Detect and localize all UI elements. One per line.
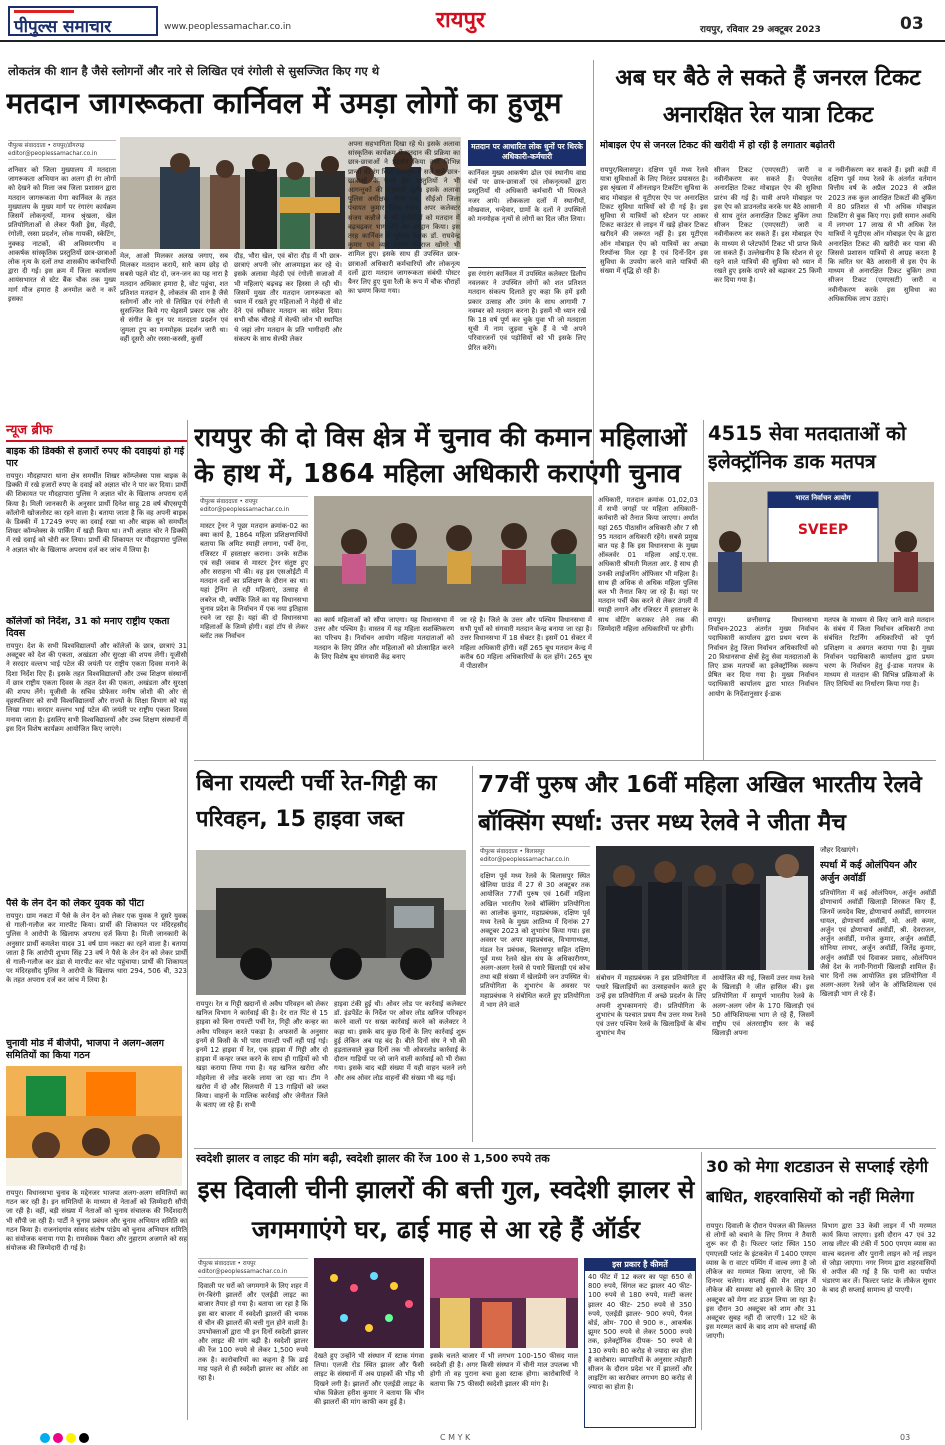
- brief-item3-title: पैसे के लेन देन को लेकर युवक को पीटा: [6, 898, 144, 909]
- boxing-photo-art: [596, 846, 814, 970]
- cmyk-y-swatch: [66, 1433, 76, 1443]
- masthead: [0, 0, 945, 42]
- news-brief-title: न्यूज ब्रीफ: [6, 420, 187, 442]
- diwali-byline-block: [198, 1258, 308, 1278]
- masthead-logo: [8, 6, 158, 36]
- women-byline-block: [200, 496, 308, 516]
- bjp-rally-photo-art: [6, 1066, 182, 1186]
- rail-subhead: मोबाइल ऐप से जनरल टिकट की खरीदी में हो रही है लगातार बढ़ोतरी: [600, 140, 835, 151]
- masthead-dateline: रायपुर, रविवार 29 अक्टूबर 2023: [700, 25, 821, 35]
- carnival-box-text: कार्निवल मुख्य आकर्षण ढोल एवं स्थानीय वाद्य यंत्रों पर छात्र-छात्राओं एवं लोकनृत्यकों द्वारा प्रस्तुतियाँ थी अधिकारी कर्मचारी भी थिरकते नजर आये। लोककला दलों में स्थानीयों, मोखवाल, धन्देवार, ग्रामों के दलों ने उपस्थितों को मनमोहक नृत्यों से लोगों का दिल जीत लिया।: [468, 169, 586, 224]
- women-email[interactable]: editor@peoplessamachar.co.in: [200, 507, 290, 513]
- diwali-headline: इस दिवाली चीनी झालरों की बत्ती गुल, स्वदेशी झालर से जगमगाएंगे घर, ढाई माह से आ रहे हैं ऑर्डर: [197, 1175, 695, 1244]
- postal-banner-text: भारत निर्वाचन आयोग: [795, 494, 851, 502]
- brief-item3-text: रायपुर। ग्राम नकटा में पैसे के लेन देन को लेकर एक युवक ने दूसरे युवक से गाली-गलौज कर मारपीट किया। प्रार्थी की शिकायत पर मंदिरहसौद पुलिस ने आरोपी के खिलाफ अपराध दर्ज किया है। मिली जानकारी के अनुसार प्रार्थी कमलेश यादव 31 वर्ष ग्राम नकटा का रहने वाला है। बताया जाता है कि आरोपी शुभम सिंह 23 वर्ष ने पैसे के लेन देन को लेकर प्रार्थी से गाली-गलौज कर डंडा से मारपीट कर चोट पहुंचाया। प्रार्थी की शिकायत पर मंदिरहसौद पुलिस ने आरोपी के खिलाफ धारा 294, 506 बी, 323 के तहत अपराध दर्ज कर जांच में लिया है।: [6, 912, 187, 985]
- women-byline: पीपुल्स संवाददाता • रायपुर: [200, 499, 258, 505]
- carnival-kicker: लोकतंत्र की शान है जैसे स्लोगनों और नारे से लिखित एवं रंगोली से सुसज्जित किए गए थे: [8, 64, 380, 78]
- women-text-col4: अधिकारी, मतदान क्रमांक 01,02,03 में सभी जगहों पर महिला अधिकारी-कर्मचारी को तैनात किया जाएगा। अर्थात यहां 265 पीठासीन अधिकारी और 7 सौ 95 मतदान अधिकारी रहेंगे। सबसे प्रमुख बात यह है कि इस विधानसभा के मुख्य ऑब्जर्वर 01 महिला आई.ए.एस. अधिकारी श्रीमती मिलता आर. है साथ ही उनकी लाईजनिंग ऑफिसर भी महिला है। साथ ही अधिक से अधिक महिला पुलिस बल भी तैनात किए जा रहे हैं। यहां पर मतदान पर्ची चेक करने से लेकर उंगली में स्याही लगाने और रजिस्टर में हस्ताक्षर के साथ वोटिंग कराकर लेने तक की जिम्मेदारी महिला अधिकारियों पर होगी।: [598, 496, 698, 633]
- sand-text-col2: हाइवा टंकी हुई थी। ओवर लोड पर कार्रवाई कलेक्टर डॉ. इंडपेंडेंट के निर्देश पर ओवर लोड खनिज परिवहन करने वालों पर सख्त कार्रवाई करने को कलेक्टर ने कहा था। इसके बाद कुछ दिनों के लिए कार्रवाई शुरू हुई लेकिन अब यह बंद है। बीते दिनों संघ ने भी की हड़तालवाले कुछ दिनों तक भी ओवरलोड कार्रवाई के दौरान गाड़ियों पर जो जाने वाली कार्रवाई को भी रोका गया। इसके बाद बड़ी संख्या में यही वाहन चलने लगे और अब ओवर लोड वाहनों की संख्या भी बढ़ गई।: [334, 1000, 466, 1082]
- cmyk-k-swatch: [79, 1433, 89, 1443]
- cmyk-c-swatch: [40, 1433, 50, 1443]
- diwali-shop-photo-art: [430, 1258, 578, 1348]
- carnival-box-title: मतदान पर आधारित लोक धुनों पर थिरके अधिकारी-कर्मचारी: [468, 140, 586, 166]
- women-officers-headline: रायपुर की दो विस क्षेत्र में चुनाव की कमान महिलाओं के हाथ में, 1864 महिला अधिकारी कराएंगी चुनाव: [194, 423, 687, 489]
- diwali-box-title: इस प्रकार है कीमतें: [585, 1259, 695, 1271]
- shutdown-text-col1: रायपुर। दिवाली के दौरान पेयजल की किल्लत से लोगों को बचाने के लिए निगम ने तैयारी शुरू कर दी है। फिल्टर प्लांट स्थित 150 एमएलडी प्लांट के इंटकवेल में 1400 एमएम व्यास के रा वाटर पम्पिंग में वाल्व लगा है जो लीकेज का मरम्मत किया जाएगा, जो कि दिनभर चलेगा। सप्लाई की मेन लाइन में लीकेज की समस्या को सुधारने के लिए 30 अक्टूबर को मेगा शट डाउन लिया जा रहा है। इस दौरान 30 अक्टूबर को शाम और 31 अक्टूबर सुबह नहीं दी जाएगी। 12 घंटे के इस मरम्मत कार्य के बाद शाम को सप्लाई की जाएगी।: [706, 1222, 816, 1341]
- shutdown-headline: 30 को मेगा शटडाउन से सप्लाई रहेगी बाधित, शहरवासियों को नहीं मिलेगा: [706, 1157, 929, 1206]
- brief-item2-text: रायपुर। देश के सभी विश्वविद्यालयों और कॉलेजों के छात्र, छात्राएं 31 अक्टूबर को देश की एकता, अखंडता और सुरक्षा की शपथ लेंगी। यूजीसी ने सरदार वल्लभ भाई पटेल की जयंती पर राष्ट्रीय एकता दिवस मनाने के दिशा निर्देश दिए हैं। इसके तहत विश्वविद्यालयों और उच्च शिक्षण संस्थानों में छात्र राष्ट्रीय एकता दिवस के तहत देश की एकता, अखंडता और सुरक्षा की शपथ लेंगे। यूजीसी के सचिव प्रोफेसर मनीष जोशी की ओर से वृहस्पतिवार को सभी विश्वविद्यालयों और राज्यों के शिक्षा विभाग को यह लिखा गया। सरदार वल्लभ भाई पटेल की जयंती पर राष्ट्रीय एकता दिवस मनाया जाता है। इसलिए सभी विश्वविद्यालयों और उच्च शिक्षण संस्थानों में इस दिन विशेष कार्यक्रम आयोजित किए जाएंगे।: [6, 642, 187, 733]
- sand-truck-photo-art: [196, 850, 466, 995]
- rail-text-col3: व नवीनीकरण कर सकते हैं। इसी कड़ी में दक्षिण पूर्व मध्य रेलवे के अंतर्गत वर्तमान वित्तीय वर्ष के अप्रैल 2023 से अप्रैल 2023 तक कुल आरक्षित टिकटों की बुकिंग में 80 प्रतिशत से भी अधिक मोबाइल टिकटिंग से बुक किए गए। इसी समान अवधि में लगभग 17 लाख से भी अधिक रेल यात्रियों ने यूटीएस ऑन मोबाइल ऐप के द्वारा अनारक्षित टिकट की खरीदी कर यात्रा की जिससे प्रशासन यात्रियों से आग्रह करता है कि त्वरित घर बैठे आसानी से इस ऐप के माध्यम से अनारक्षित टिकट बुकिंग तथा सीजन टिकट (एमएसटी) जारी व नवीनीकरण करके इस सुविधा का अधिकाधिक लाभ उठाएं।: [828, 166, 936, 303]
- boxing-side-column: [820, 846, 936, 1140]
- rail-text-col1: रायपुर/बिलासपुर। दक्षिण पूर्व मध्य रेलवे यात्रा सुविधाओं के लिए निरंतर प्रयासरत है। इस श्रृंखला में ऑनलाइन टिकटिंग सुविधा के बाद मोबाइल से यूटीएस ऐप पर अनारक्षित टिकट सुविधा यात्रियों को दी गई है। इस सुविधा से यात्रियों को स्टेशन पर आकर टिकट काउंटर से लाइन में खड़े होकर टिकट खरीदने की जरूरत नहीं है। इस यूटीएस ऑन मोबाइल ऐप को यात्रियों का अच्छा रिस्पॉन्स मिल रहा है एवं दिनों-दिन इस सुविधा के उपयोग करने वाले यात्रियों की संख्या में वृद्धि हो रही है।: [600, 166, 708, 276]
- masthead-city: रायपुर: [436, 8, 485, 33]
- boxing-side-lead: जौहर दिखाएंगे।: [820, 846, 859, 854]
- carnival-headline: मतदान जागरूकता कार्निवल में उमड़ा लोगों का हुजूम: [6, 86, 562, 120]
- diwali-text-col3: इसके चलते बाजार में भी लगभग 100-150 फीसद माल स्वदेशी ही है। अगर किसी संस्थान में चीनी माल उपलब्ध भी होगी तो वह पुराना बचा हुआ स्टाक होगा। कारोबारियों ने बताया कि 75 फीसदी स्वदेशी झालर की मांग है।: [430, 1352, 578, 1388]
- postal-text-col1: रायपुर। छत्तीसगढ़ विधानसभा निर्वाचन-2023 अंतर्गत मुख्य निर्वाचन पदाधिकारी कार्यालय द्वारा प्रथम चरण के निर्वाचन हेतु जिला निर्वाचन अधिकारियों को 20 विधानसभा क्षेत्रों हेतु सेवा मतदाताओं के लिए डाक मतपत्रों का इलेक्ट्रॉनिक स्वरूप प्रेषित कर दिया गया है। मुख्य निर्वाचन पदाधिकारी कार्यालय द्वारा भारत निर्वाचन आयोग के निर्देशानुसार ई-डाक: [708, 616, 818, 698]
- news-brief-column: [6, 420, 188, 1420]
- brief-item1-title: बाइक की डिक्की से हजारों रुपए की दवाइयां हो गई पार: [6, 446, 185, 469]
- brief-item2-title: कॉलेजों को निर्देश, 31 को मनाए राष्ट्रीय एकता दिवस: [6, 616, 170, 639]
- postal-text-col2: मतपत्र के माध्यम से किए जाने वाले मतदान के संबंध में जिला निर्वाचन अधिकारी तथा संबंधित रिटर्निंग अधिकारियों को पूर्ण प्रशिक्षण व अवगत कराया गया है। मुख्य निर्वाचन पदाधिकारी कार्यालय द्वारा प्रथम चरण के निर्वाचन हेतु ई-डाक मतपत्र के माध्यम से मतदान की विभिन्न प्रक्रियाओं के लिए तिथियों का निर्धारण किया गया है।: [824, 616, 934, 689]
- diwali-text-col1: दिवाली पर घरों को जगमगाने के लिए शहर में रंग-बिरंगी झालरों और एलईडी लाइट का बाजार तैयार हो गया है। बताया जा रहा है कि इस बार बाजार में स्वदेशी झालरों की चमक से चीन की झालरों की बत्ती गुल होने वाली है। उपभोक्ताओं द्वारा भी इन दिनों स्वदेशी झालर और लाइट की मांग बढ़ी है। स्वदेशी झालर की रेंज 100 रुपये से लेकर 1,500 रुपये तक है। कारोबारियों का कहना है कि ढाई माह पहले से ही स्वदेशी झालर का ऑर्डर आ रहा है।: [198, 1282, 308, 1383]
- footer-cmyk-left: [40, 1433, 100, 1443]
- sand-transport-headline: बिना रायल्टी पर्ची रेत-गिट्टी का परिवहन, 15 हाइवा जब्त: [196, 771, 437, 832]
- carnival-text-col4: अपना सहभागिता दिखा रहे थे। इसके अलावा सांस्कृतिक कार्यक्रम में मतदान की प्रक्रिया का छात्र-छात्राओं ने प्रदर्शन किया तथा विभिन्न प्रान्तों की रंग बिरंगे वेशभूषा में सजे धजे छात्र-छात्राओं के फैंसी ड्रेस प्रस्तुतियों ने भी आगन्तुकों की वाहवाही लूटी। इसके अलावा पुलिस अधीक्षक गौरव राय, सीईओ जिला पंचायत कुमार विश्व रंजन, अपर कलेक्टर संजय कन्नौजे ने भी उपस्थितों को मतदान में बढ़चढ़कर भाग लेने का आह्वान किया। इस तरह कार्निवल में पुलिस प्रेक्षक डॉ. राघवेन्द्र कुमार एवं व्यय प्रेक्षक रविराज खोंगरे भी शामिल हुए। इसके साथ ही उपस्थित छात्र-छात्राओं अधिकारी कर्मचारियों और लोकनृत्य दलों द्वारा मतदान जागरूकता संबंधी पोस्टर बैनर लिए हुए युवा रैली के रूप में चौक चौराहों का भ्रमण किया गया।: [348, 140, 460, 296]
- women-text-col1: मास्टर ट्रेनर ने पूछा मतदान क्रमांक-02 का क्या कार्य है, 1864 महिला प्रशिक्षणार्थियों बताया कि अमिट स्याही लगाना, पर्ची देना, रजिस्टर में हस्ताक्षर कराना। उनके सटीक एवं सही जवाब से मास्टर ट्रेनर संतुष्ट हुए और सराहना भी की। वह इस एसओईटी में मतदान दलों का प्रशिक्षण के दौरान का था। यहां ट्रेनिंग ले रही महिलाएं, उत्साह से लबरेज थी, क्योंकि जिले का यह विधानसभा चुनाव प्रदेश के निर्वाचन में एक नया इतिहास रचने जा रहा है। यहां की दो विधानसभा महिलाओं के जिम्मे होगी। वहां टॉप से लेकर ब्लॉट तक निर्वाचन: [200, 522, 308, 641]
- carnival-box-text2: इस रंगारंग कार्निवल में उपस्थित कलेक्टर डिलीप नवलकर ने उपस्थित लोगों को शत प्रतिशत मतदान संकल्प दिलाते हुए कहा कि हमें इसी प्रकार उत्साह और उमंग के साथ आगामी 7 नवम्बर को मतदान करना है। इसमें भी ध्यान रखें कि 18 वर्ष पूर्ण कर चुके युवा भी जो मतदाता सूची में नाम जुड़वा चुके हैं वे भी अपने परिवारजनों एवं पड़ोसियों को भी इसके लिए प्रेरित करेंगे।: [468, 270, 586, 352]
- masthead-page-number: 03: [900, 14, 924, 34]
- rail-headline: अब घर बैठे ले सकते हैं जनरल टिकट अनारक्षित रेल यात्रा टिकट: [615, 65, 921, 128]
- carnival-text-col2: मेल, आओ मिलकर अलख जगाए, सब मिलकर मतदान करायें, सारे काम छोड़ दो सबसे पहले वोट दो, जन-जन का यह नारा है मतदान अधिकार हमारा है, वोट पहुंचा, शत प्रतिशत मतदान है, लोकतंत्र की शान है जैसे स्लोगनों और नारे से लिखित एवं रंगोली से सुसज्जित किये गए थेइसमें प्रकार एक ओर से संगीत के धुन पर मतदाता प्रदर्शन एवं जुमला ट्रूप का मनमोहक प्रदर्शन जारी था। वहीं दूसरी ओर रस्सा-कस्सी, कुर्सी: [120, 252, 228, 343]
- women-text-col3: जा रहे है। जिले के उत्तर और पश्चिम विधानसभा में सभी पूथों को संगवारी मतदान केन्द्र बनाया जा रहा है। उत्तर विधानसभा में 18 सेक्टर है। इसमें 01 सेक्टर में महिला अधिकारी होंगी। वहीं 265 बूथ मतदान केन्द्र में करीब 60 महिला अधिकारियों के दल होंगे। 265 बूथ में पीठासीन: [460, 616, 592, 671]
- postal-ballot-headline: 4515 सेवा मतदाताओं को इलेक्ट्रॉनिक डाक मतपत्र: [708, 422, 907, 473]
- women-officers-photo: [314, 496, 592, 612]
- boxing-photo: [596, 846, 814, 970]
- boxing-byline-block: [480, 846, 590, 866]
- logo-tagline: [14, 10, 74, 13]
- boxing-text-col1: दक्षिण पूर्व मध्य रेलवे के बिलासपुर स्थित खेलिया ग्राउंड में 27 से 30 अक्टूबर तक आयोजित 77वीं पुरुष एवं 16वीं महिला अखिल भारतीय रेलवे बॉक्सिंग प्रतियोगिता का आलोक कुमार, महाप्रबंधक, दक्षिण पूर्व मध्य रेलवे के मुख्य आतिथ्य में दिनांक 27 अक्टूबर 2023 को शुभारंभ किया गया। इस अवसर पर अपर महाप्रबंधक, विभागाध्यक्ष, मंडल रेल प्रबंधक, बिलासपुर सहित दक्षिण पूर्व मध्य रेलवे खेल संघ के अधिकारीगण, अलग-अलग रेलवे से पधारे खिलाड़ी एवं कोच तथा बड़ी संख्या में खेलप्रेमी जन उपस्थित थे। प्रतियोगिता के शुभारंभ के अवसर पर महाप्रबंधक ने संबोधित करते हुए प्रतियोगिता में भाग लेने वाले: [480, 872, 590, 1009]
- boxing-email[interactable]: editor@peoplessamachar.co.in: [480, 857, 570, 863]
- rail-text-col2: सीजन टिकट (एमएसटी) जारी व नवीनीकरण कर सकते हैं। पेपरलेस अनारक्षित टिकट मोबाइल ऐप की सुविधा प्रारंभ की गई है। यात्री अपने मोबाइल पर इस ऐप को डाउनलोड करके घर बैठे आसानी से साथ तुरंत अनारक्षित टिकट बुकिंग तथा सीजन टिकट (एमएसटी) जारी व नवीनीकरण कर सकते हैं। इस मोबाइल ऐप के माध्यम से प्लेटफॉर्म टिकट भी प्राप्त किये जा सकते हैं। उल्लेखनीय है कि स्टेशन से दूर रहने वाले यात्रियों की सुविधा को ध्यान में रखते हुए इसके दायरे को बढ़ाकर 25 किमी कर दिया गया है।: [714, 166, 822, 285]
- boxing-side-subhead: स्पर्धा में कई ओलंपियन और अर्जुन अवॉर्डी: [820, 860, 917, 885]
- bjp-rally-photo: [6, 1066, 182, 1186]
- footer-bar: [0, 1432, 945, 1445]
- boxing-side-text2: आयोजित की गई, जिसमें उत्तर मध्य रेलवे के खिलाड़ी ने जीत हासिल की। इस प्रतियोगिता में सम्पूर्ण भारतीय रेलवे के अलग-अलग जोन के 170 खिलाड़ी एवं 50 ऑफिशियल्स भाग ले रहे हैं, जिसमें राष्ट्रीय एवं अंतरराष्ट्रीय स्तर के कई खिलाड़ी अपना: [712, 974, 814, 1038]
- boxing-side-text: प्रतियोगिता में कई ओलंपियन, अर्जुन अवॉर्डी द्रोणाचार्य अवॉर्डी खिलाड़ी शिरकत किए हैं, जिनमें जयदेव बिष्ट, द्रोणाचार्य अवॉर्डी, सागरमल धायल, द्रोणाचार्य अवॉर्डी, मो. अली कमर, अर्जुन एवं द्रोणाचार्य अवॉर्डी, श्री. देवराजन, अर्जुन अवॉर्डी, मनोज कुमार, अर्जुन अवॉर्डी, सोनिया लाथर, अर्जुन अवॉर्डी, जितेंद्र कुमार, अर्जुन अवॉर्डी एवं दिवाकर प्रसाद, ओलंपियन जैसे देश के नामी-गिरामी खिलाड़ी शामिल हैं। चार दिनों तक आयोजित इस प्रतियोगिता में अलग-अलग रेलवे जोन के ऑफिशियल्स एवं खिलाड़ी भाग ले रहे हैं।: [820, 889, 936, 999]
- carnival-byline-block: [8, 140, 116, 160]
- carnival-email[interactable]: editor@peoplessamachar.co.in: [8, 151, 98, 157]
- brief-item1-text: रायपुर। मौदहापारा थाना क्षेत्र समर्थीत शिखर कॉम्प्लेक्स पास बाइक के डिक्की में रखे हजारों रुपए के दवाई को अज्ञात चोर ने पार कर दिया। प्रार्थी की शिकायत पर मौदहापारा पुलिस ने अज्ञात चोर के खिलाफ अपराध दर्ज किया है। मिली जानकारी के अनुसार प्रार्थी दिनेश साहू 28 वर्ष बीएसयूपी कॉलोनी खोजलोस्ट का रहने वाला है। बताया जाता है कि वह अपनी बाइक के डिक्की में 17249 रुपए का दवाई रखा था और बाइक को समर्थीत शिखर कॉम्प्लेक्स के पार्किंग में खड़ी किया था। तभी अज्ञात चोर ने डिक्की में रखे दवाई को चोरी कर लिया। प्रार्थी की शिकायत पर मौदहापारा पुलिस ने अज्ञात चोर के खिलाफ अपराध दर्ज कर जांच में लिया है।: [6, 472, 187, 554]
- sand-truck-photo: [196, 850, 466, 995]
- footer-cmyk-label: C M Y K: [440, 1433, 471, 1442]
- diwali-byline: पीपुल्स संवाददाता • रायपुर: [198, 1261, 256, 1267]
- boxing-headline: 77वीं पुरुष और 16वीं महिला अखिल भारतीय रेलवे बॉक्सिंग स्पर्धा: उत्तर मध्य रेलवे ने जीता मैच: [478, 772, 922, 836]
- diwali-email[interactable]: editor@peoplessamachar.co.in: [198, 1269, 288, 1275]
- masthead-website[interactable]: www.peoplessamachar.co.in: [164, 22, 292, 32]
- diwali-lights-photo: [314, 1258, 424, 1348]
- carnival-text-col3: दौड़, भौरा खेल, एवं बोरा दौड़ में भी छात्र-छात्राएं अपनी जोर आजमाइश कर रहे थे। इसके अलावा मेहंदी एवं रंगोली सजाओ में भी महिलाएं बढ़चढ़ कर हिस्सा ले रही थी। जिसमें मुख्य तौर मतदान जागरूकता को ध्यान में रखते हुए महिलाओं ने मेहंदी से वोट देने एवं स्वीकार मतदान का संदेश दिया। सभी चौक चौराहे में सेल्फी जोन भी स्थापित थे जहां लोग मतदान के प्रति भागीदारी और संकल्प के साथ सेल्फी लेकर: [234, 252, 342, 343]
- women-officers-photo-art: [314, 496, 592, 612]
- masthead-logo-text: पीपुल्स समाचार: [14, 17, 112, 37]
- carnival-byline: पीपुल्स संवाददाता • रायपुर/डोंगरगढ़: [8, 143, 85, 149]
- diwali-lights-photo-art: [314, 1258, 424, 1348]
- footer-page-number: 03: [900, 1433, 911, 1442]
- postal-ballot-photo: [708, 482, 934, 612]
- sand-text-col1: रायपुर। रेत व गिट्टी खदानों से अवैध परिवहन को लेकर खनिज विभाग ने कार्रवाई की है। देर रात पिंट से 15 हाइवा को बिना रायल्टी पर्ची रेत, गिट्टी और कन्हर का अवैध परिवहन करते पकड़ा है। अफसरों के अनुसार इनमें से किसी के भी पास रायल्टी पर्ची नहीं पाई गई। इनमें 12 हाइवा में रेत, एक हाइवा में गिट्टी और दो हाइवा में कन्हर जब्त करने के साथ ही गाड़ियों को भी खड़ा कराया लिया गया है। यह खनिज खरोरा और मोहमेला से लोड करके लाया जा रहा था। टीम ने खरोरा में दो और सिलयारी में 13 गाड़ियों को जब्त किया। वाहनों के मालिक कार्रवाई और जेनीतत जिले के बताए जा रहे हैं। सभी: [196, 1000, 328, 1110]
- brief-item4-text: रायपुर। विधानसभा चुनाव के मद्देनजर भाजपा अलग-अलग समितियों का गठन कर रही है। इन समितियों के माध्यम से नेताओं को जिम्मेदारी सौंपी जा रही है। वहीं, बड़ी संख्या में नेताओं को चुनाव संचालक की निर्देशदारी भी सौंपी जा रही है। पार्टी ने चुनाव प्रबंधन और चुनाव अभियान समिति का गठन किया है। राजनांदगांव सांसद संतोष पांडेय को चुनाव अभियान समिति का संयोजक बनाया गया है। रामसेवक पैकरा और नुहाराम अजगले को सह संयोजक की जिम्मेदारी दी गई है।: [6, 1189, 187, 1253]
- boxing-byline: पीपुल्स संवाददाता • बिलासपुर: [480, 849, 545, 855]
- diwali-text-col2: देखते हुए उन्होंने भी संस्थान में स्टाक मंगवा लिया। एलजी रोड स्थित झालर और फैंसी लाइट के संस्थानों में अब ग्राहकों की भीड़ भी दिखने लगी है। झालरों और एलईडी लाइट के थोक विक्रेता हरीश कुमार ने बताया कि चीन की झालरों की मांग काफी कम हुई है।: [314, 1352, 424, 1407]
- carnival-text-col1: शनिवार को जिला मुख्यालय में मतदाता जागरूकता अभियान का अलग ही रंग लोगों को देखने को मिला जब जिला प्रशासन द्वारा मतदान जागरूकता मेगा कार्निवल के तहत मुख्यालय के मुख्य मार्ग पर रंगारंग कार्यक्रम जिसमें लोकनृत्यों, मानव श्रृंखला, खेल प्रतियोगिताओं से लेकर फैंसी ड्रेस, मेंहदी, रंगोली, रस्सा प्रदर्शन, लोक गायकी, स्केटिंग, नुक्कड़ नाटकों, की अविस्मरणीय व आकर्षक सांस्कृतिक प्रस्तुतियों छात्र-छात्राओं लोक नृत्य के दलों तथा शासकीय कर्मचारियों द्वारा दी गई। इस क्रम में जिला कार्यालय आयंसभारत से स्टेट बैंक चौक तक मुख्य मार्ग मौज हमारा है अनमोल करो न करें इसका: [8, 166, 116, 303]
- women-text-col2: का कार्य महिलाओं को सौंपा जाएगा। यह विधानसभा में उत्तर और पश्चिम है। वास्तव में यह महिला सशक्तिकरण का परिचय है। निर्वाचन आयोग महिला मतदाताओं को मतदान के लिए प्रेरित और महिलाओं को प्रोत्साहित करने के लिए विशेष बूथ संगवारी केंद्र बनाए: [314, 616, 454, 661]
- shutdown-text-col2: विभाग द्वारा 33 केवी लाइन में भी मरम्मत कार्य किया जाएगा। इसी दौरान 47 एवं 32 लाख लीटर की टंकी में 500 एमएम व्यास का वाल्व बदलना और पुरानी लाइन को नई लाइन से जोड़ा जाएगा। नगर निगम द्वारा शहरवासियों से अपील की गई है कि पानी का पर्याप्त भंडारण कर लें। फिल्टर प्लांट के लीकेज सुधार के बाद ही सप्लाई सामान्य हो पाएगी।: [822, 1222, 936, 1295]
- boxing-caption: संबोधन में महाप्रबंधक ने इस प्रतियोगिता में पधारे खिलाड़ियों का उत्साहवर्धन करते हुए उन्हें इस प्रतियोगिता में अच्छे प्रदर्शन के लिए अपनी शुभकामनाएं दी। प्रतियोगिता के शुभारंभ के पश्चात प्रथम मैच उत्तर मध्य रेलवे एवं उत्तर पश्चिम रेलवे के खिलाड़ियों के बीच शुभारंभ मैच: [596, 974, 706, 1038]
- diwali-price-box: [584, 1258, 696, 1428]
- diwali-box-text: 40 फीट में 12 कलर का पट्टा 650 से 800 रुपये, सिंगल कट झालर 40 फीट- 100 रुपये से 180 रुपये, मल्टी कलर झालर 40 फीट- 250 रुपये से 350 रुपये, एलईडी झालर- 900 रुपये, पैनल बोर्ड, ओम- 700 से 900 रु., आकर्षक झूमर 500 रुपये से लेकर 5000 रुपये तक, इलेक्ट्रॉनिक दीपक- 50 रुपये से 130 रुपये। 80 करोड़ से ज्यादा का होता है कारोबार। व्यापारियों के अनुसार त्योहारी सीजन के दौरान प्रदेश भर में झालरों और लाइटिंग का कारोबार लगभग 80 करोड़ से ज्यादा का होता है।: [588, 1273, 692, 1392]
- cmyk-m-swatch: [53, 1433, 63, 1443]
- postal-banner-sweep: SVEEP: [797, 522, 849, 538]
- diwali-kicker: स्वदेशी झालर व लाइट की मांग बढ़ी, स्वदेशी झालर की रेंज 100 से 1,500 रुपये तक: [196, 1152, 550, 1165]
- diwali-shop-photo: [430, 1258, 578, 1348]
- brief-item4-title: चुनावी मोड में बीजेपी, भाजपा ने अलग-अलग समितियों का किया गठन: [6, 1038, 165, 1061]
